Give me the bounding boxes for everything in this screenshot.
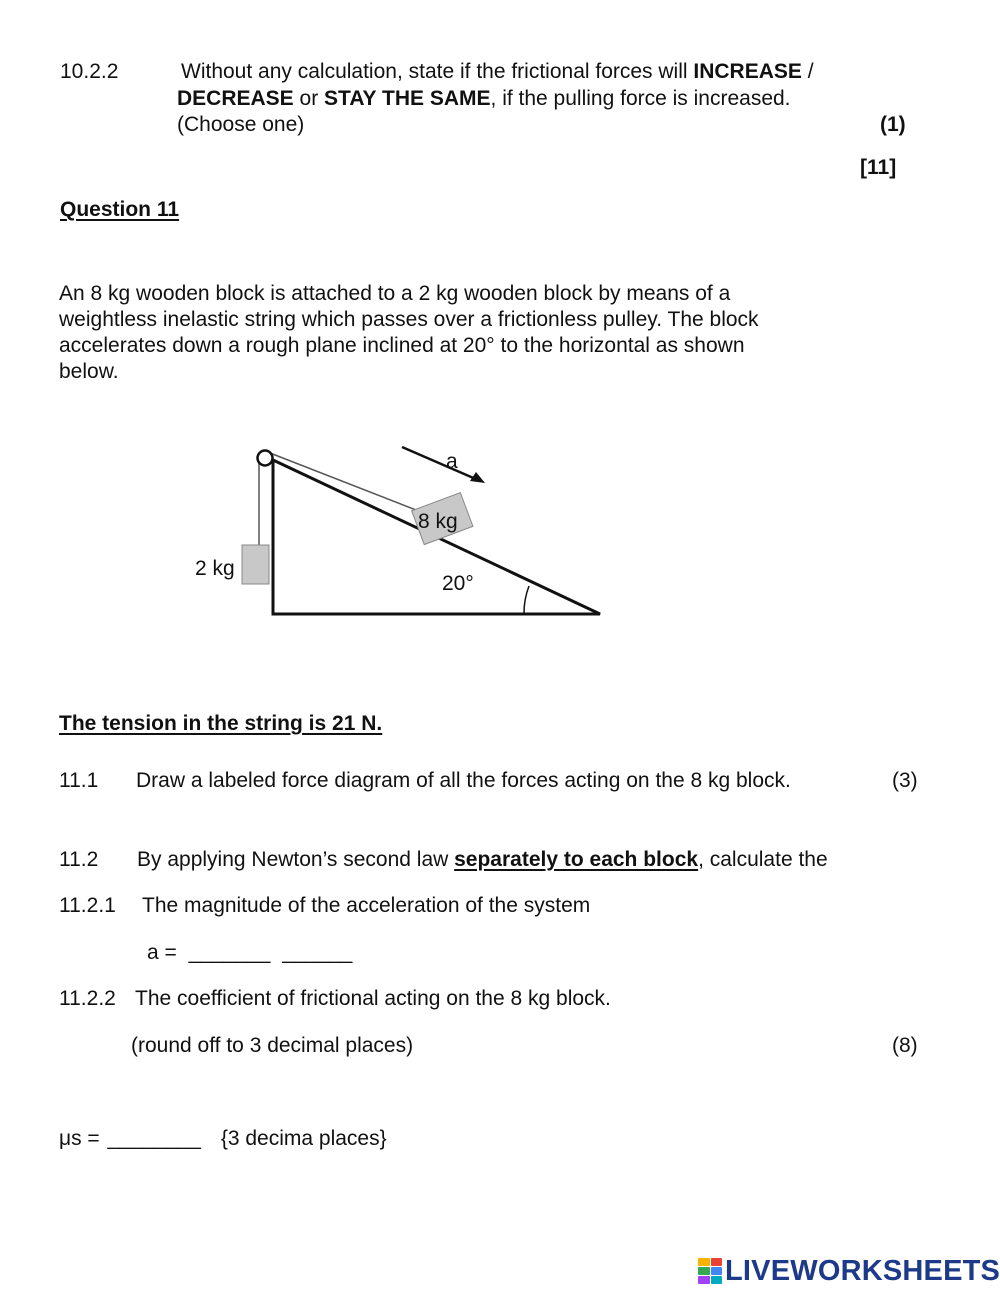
marks: (1) [880, 113, 906, 136]
text-span: By applying Newton’s second law [137, 848, 455, 871]
question-text: The magnitude of the acceleration of the system [142, 894, 591, 917]
angle-label: 20° [442, 572, 474, 595]
answer-label: a = [147, 941, 177, 964]
section-heading: Question 11 [60, 198, 180, 221]
question-note: (round off to 3 decimal places) [131, 1034, 414, 1057]
intro-line: accelerates down a rough plane inclined at 20° to the horizontal as shown [59, 334, 745, 357]
string-incline [270, 453, 416, 510]
text-span: , if the pulling force is increased. [490, 87, 791, 110]
block-2kg-label: 2 kg [195, 557, 235, 580]
logo-text: LIVEWORKSHEETS [725, 1254, 1000, 1287]
text-span: Without any calculation, state if the frictional forces will [181, 60, 694, 83]
block-2kg [242, 545, 269, 584]
text-span-bold: STAY THE SAME [324, 87, 491, 110]
text-span-bold: DECREASE [177, 87, 294, 110]
text-span-bold-underlined: separately to each block [454, 848, 699, 871]
mu-answer-blank[interactable]: ________ [107, 1127, 201, 1150]
answer-line [147, 940, 352, 966]
liveworksheets-logo [698, 1254, 1000, 1288]
text-span: , calculate the [698, 848, 828, 871]
text-span-bold: INCREASE [693, 60, 802, 83]
block-8kg-label: 8 kg [418, 510, 458, 533]
answer-blank-value[interactable]: _______ [188, 941, 271, 964]
intro-line: An 8 kg wooden block is attached to a 2 kg wooden block by means of a [59, 282, 731, 305]
total-marks: [11] [860, 156, 897, 179]
marks: (3) [892, 769, 918, 792]
logo-blocks-icon [698, 1258, 722, 1284]
text-span: or [293, 87, 325, 110]
pulley [258, 451, 273, 466]
question-text-line [181, 59, 814, 85]
question-number: 11.2.1 [59, 894, 116, 917]
question-number: 11.2 [59, 848, 99, 871]
mu-answer-line [59, 1126, 387, 1152]
mu-note: {3 decima places} [220, 1127, 387, 1150]
text-span: / [801, 60, 814, 83]
intro-line: below. [59, 360, 119, 383]
question-text [137, 847, 828, 873]
question-text-line: (Choose one) [177, 113, 305, 136]
question-number: 10.2.2 [60, 60, 119, 83]
acceleration-arrow [402, 447, 478, 480]
question-text: The coefficient of frictional acting on the 8 kg block. [135, 987, 611, 1010]
inclined-plane-diagram [180, 430, 620, 630]
acceleration-label: a [446, 450, 458, 473]
answer-blank-unit[interactable]: ______ [282, 941, 353, 964]
question-text: Draw a labeled force diagram of all the forces acting on the 8 kg block. [136, 769, 791, 792]
question-text-line [177, 86, 791, 112]
tension-statement: The tension in the string is 21 N. [59, 712, 383, 735]
mu-label: μs = [59, 1127, 100, 1150]
angle-arc [524, 586, 529, 614]
question-number: 11.2.2 [59, 987, 116, 1010]
question-number: 11.1 [59, 769, 99, 792]
marks: (8) [892, 1034, 918, 1057]
intro-line: weightless inelastic string which passes over a frictionless pulley. The block [59, 308, 759, 331]
